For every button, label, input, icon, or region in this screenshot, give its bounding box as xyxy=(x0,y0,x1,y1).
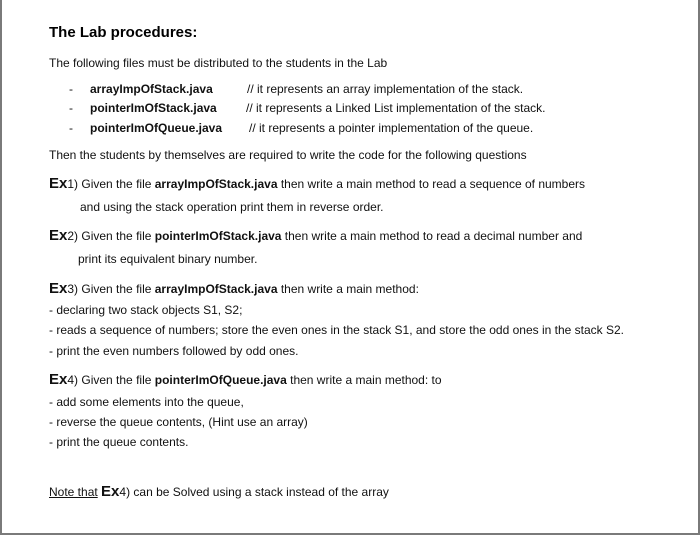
file-description: // it represents a pointer implementation of the queue. xyxy=(249,121,534,135)
note-text: 4) can be Solved using a stack instead of the array xyxy=(119,485,389,499)
exercise-text-pre: Given the file xyxy=(78,229,155,243)
exercise-3-item: - reads a sequence of numbers; store the even ones in the stack S1, and store the odd ones in the stack S2. xyxy=(49,323,625,337)
exercise-file-name: arrayImpOfStack.java xyxy=(154,177,278,191)
exercise-4-item: - reverse the queue contents, (Hint use an array) xyxy=(49,415,308,429)
exercise-4-item: - add some elements into the queue, xyxy=(49,395,244,409)
file-name: arrayImpOfStack.java xyxy=(90,82,213,96)
exercise-label: Ex xyxy=(49,371,68,388)
exercise-1-continuation: and using the stack operation print them in reverse order. xyxy=(80,200,384,214)
exercise-file-name: pointerImOfQueue.java xyxy=(154,373,287,387)
exercise-text-pre: Given the file xyxy=(78,282,155,296)
exercise-label: Ex xyxy=(49,175,68,192)
list-dash: - xyxy=(69,121,73,135)
file-description: // it represents an array implementation of the stack. xyxy=(247,82,524,96)
exercise-3-item: - declaring two stack objects S1, S2; xyxy=(49,303,243,317)
list-dash: - xyxy=(69,101,73,115)
exercise-file-name: pointerImOfStack.java xyxy=(154,229,282,243)
exercise-text-pre: Given the file xyxy=(78,373,155,387)
page-title: The Lab procedures: xyxy=(49,24,198,41)
exercise-text-post: then write a main method to read a sequence of numbers xyxy=(277,177,586,191)
note-line xyxy=(49,484,389,500)
file-name: pointerImOfStack.java xyxy=(90,101,217,115)
exercise-text-post: then write a main method: xyxy=(277,282,419,296)
file-description: // it represents a Linked List implementation of the stack. xyxy=(246,101,546,115)
exercise-number: 2) xyxy=(67,229,79,243)
exercise-label: Ex xyxy=(49,227,68,244)
then-text: Then the students by themselves are required to write the code for the following questions xyxy=(49,148,527,162)
exercise-3-item: - print the even numbers followed by odd ones. xyxy=(49,344,299,358)
exercise-4-item: - print the queue contents. xyxy=(49,435,189,449)
list-dash: - xyxy=(69,82,73,96)
exercise-label: Ex xyxy=(49,280,68,297)
exercise-text-pre: Given the file xyxy=(78,177,155,191)
exercise-number: 1) xyxy=(67,177,79,191)
exercise-4-heading xyxy=(49,372,442,388)
file-name: pointerImOfQueue.java xyxy=(90,121,223,135)
exercise-2-heading xyxy=(49,228,582,244)
exercise-text-post: then write a main method to read a decimal number and xyxy=(281,229,583,243)
note-prefix: Note that xyxy=(49,485,98,499)
exercise-file-name: arrayImpOfStack.java xyxy=(154,282,278,296)
exercise-3-heading xyxy=(49,281,419,297)
intro-text: The following files must be distributed to the students in the Lab xyxy=(49,56,388,70)
exercise-number: 3) xyxy=(67,282,79,296)
exercise-2-continuation: print its equivalent binary number. xyxy=(78,252,258,266)
exercise-number: 4) xyxy=(67,373,79,387)
exercise-label: Ex xyxy=(101,483,120,500)
exercise-text-post: then write a main method: to xyxy=(286,373,442,387)
exercise-1-heading xyxy=(49,176,585,192)
